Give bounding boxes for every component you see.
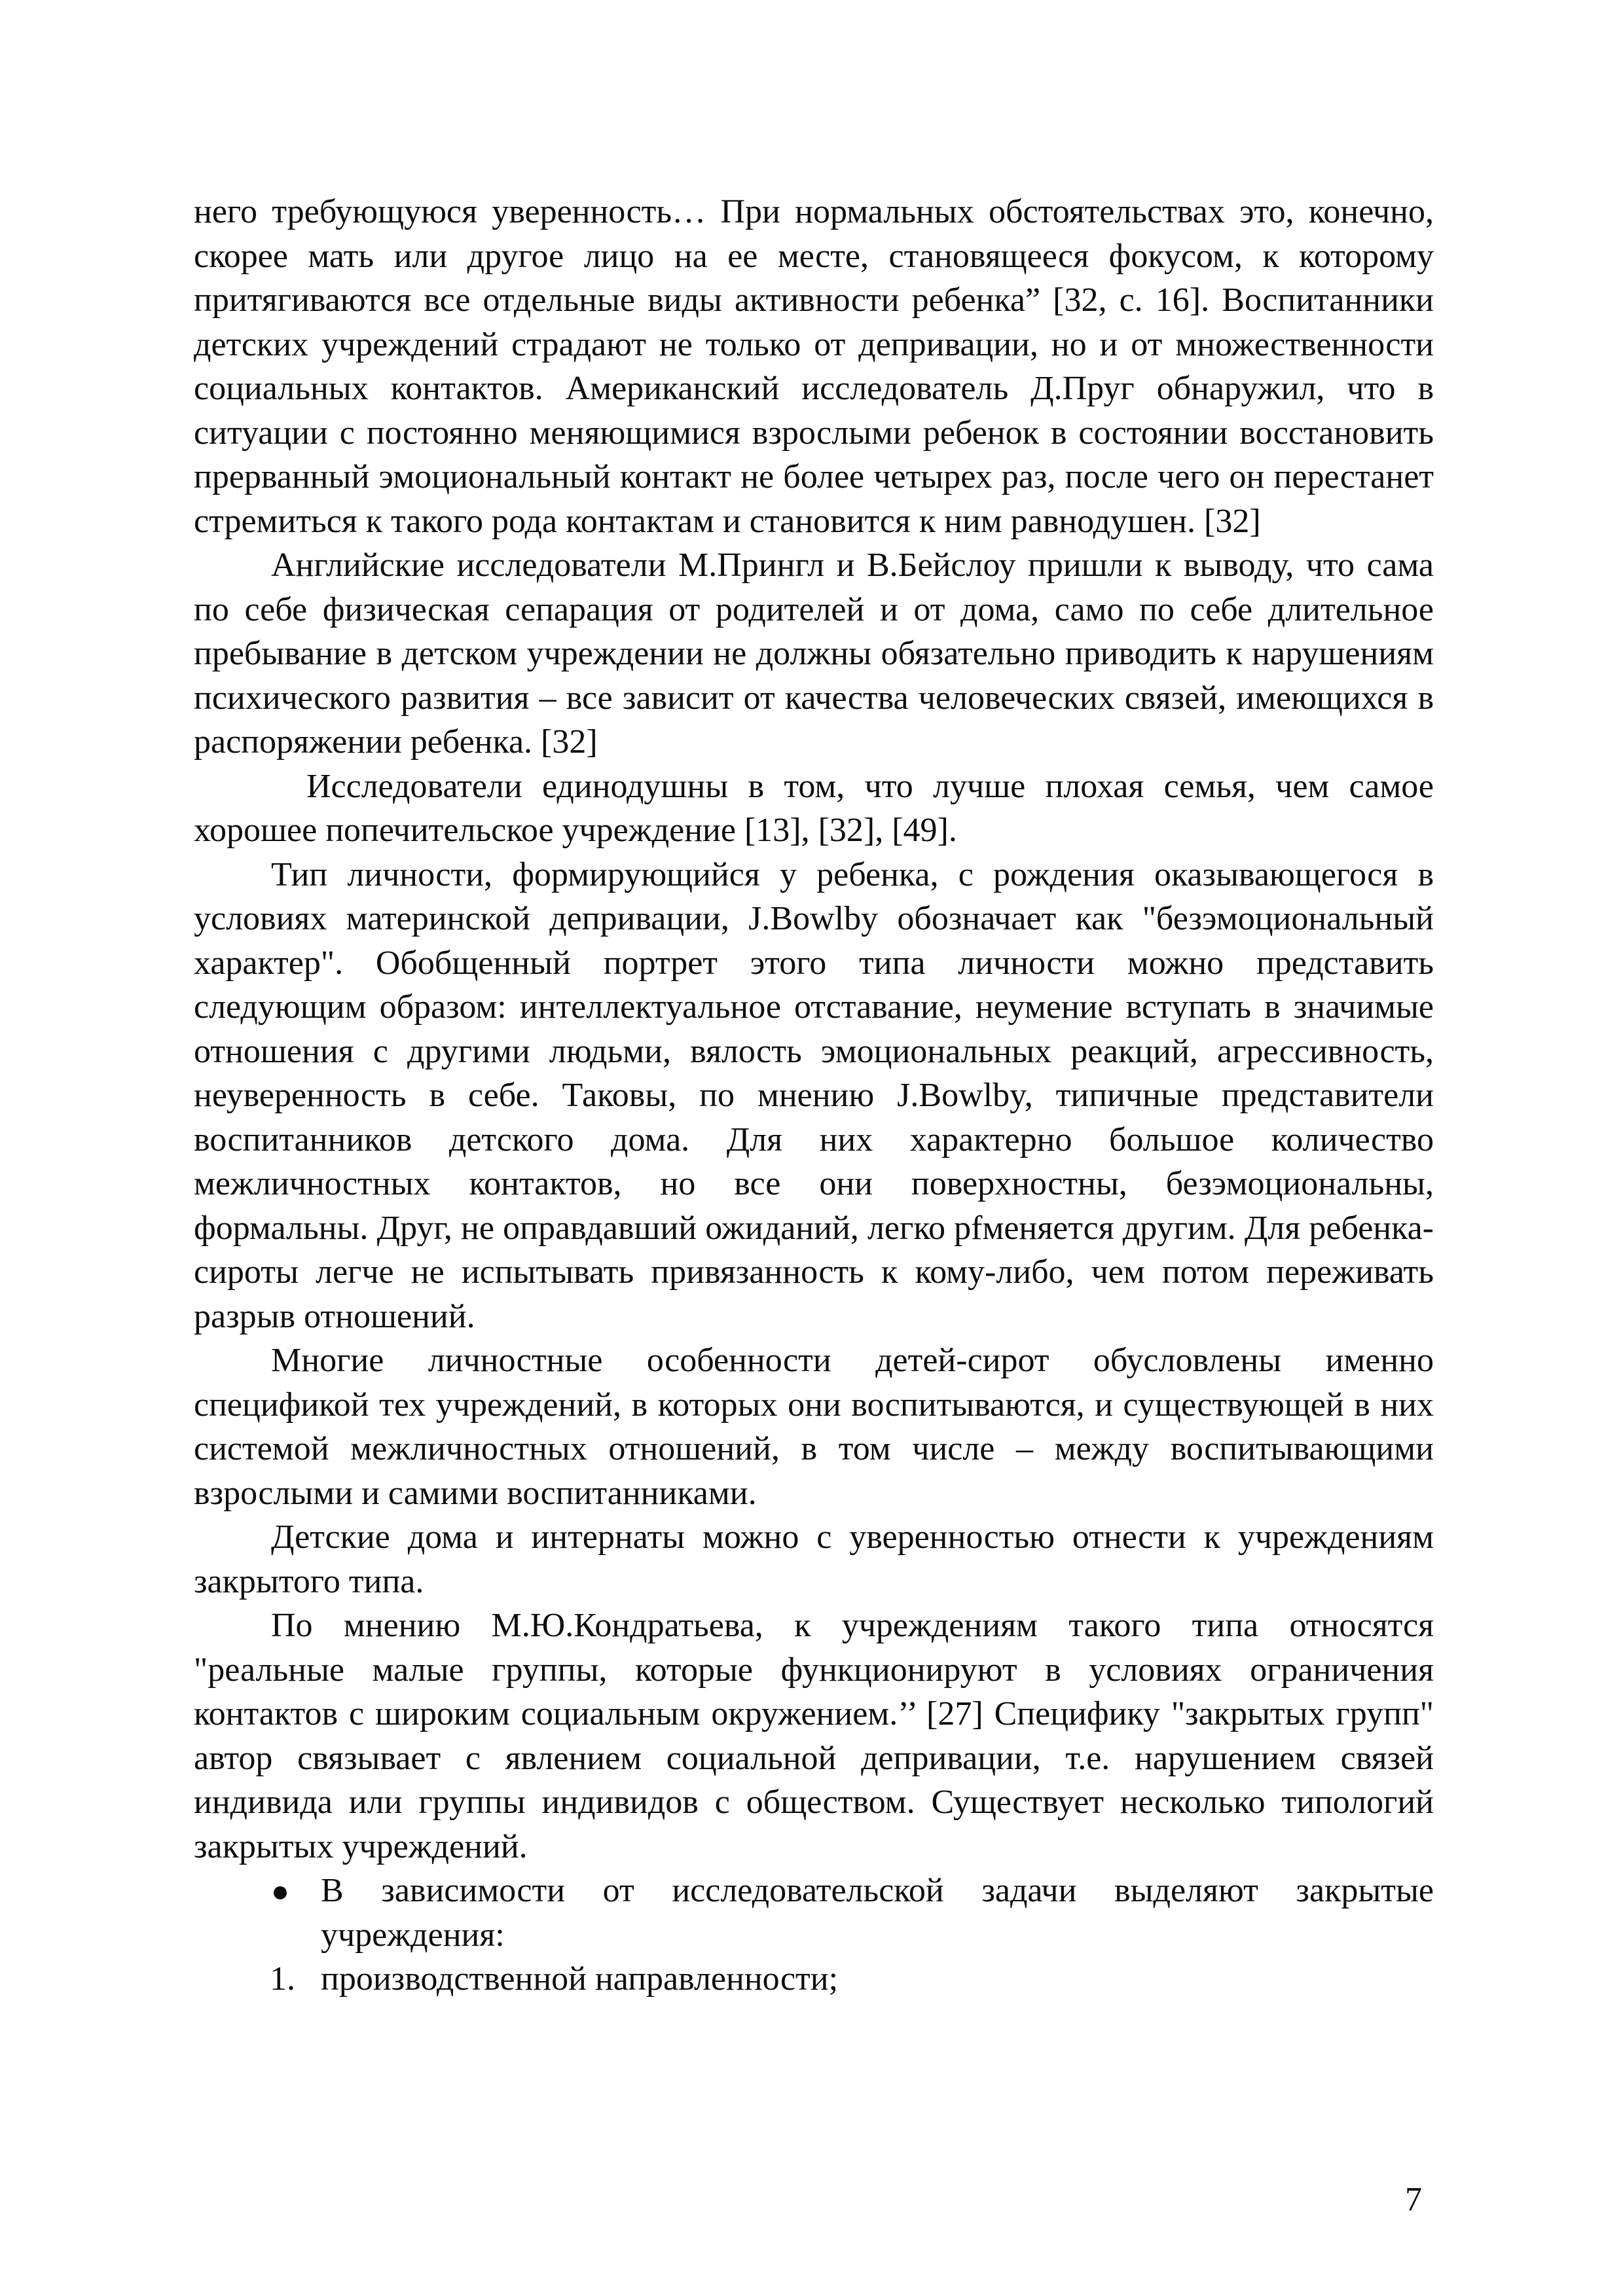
list-item-bullet bbox=[194, 1869, 1434, 1957]
closed-institutions-list bbox=[194, 1869, 1434, 2001]
list-item-text: производственной направленности; bbox=[321, 1960, 839, 1998]
list-number: 1. bbox=[270, 1960, 295, 1998]
bullet-icon bbox=[274, 1886, 287, 1899]
page-number: 7 bbox=[1405, 2181, 1422, 2218]
paragraph-6: Детские дома и интернаты можно с уверенностью отнести к учреждениям закрытого типа. bbox=[194, 1518, 1434, 1600]
paragraph-2: Английские исследователи М.Прингл и В.Бейслоу пришли к выводу, что сама по себе физическая сепарация от родителей и от дома, само по себе длительное пребывание в детском учреждении не должны обязательно приводить к нарушениям психического развития – все зависит от качества человеческих связей, имеющихся в распоряжении ребенка. [32] bbox=[194, 547, 1434, 761]
paragraph-4: Тип личности, формирующийся у ребенка, с рождения оказывающегося в условиях материнской депривации, J.Bowlby обозначает как "безэмоциональный характер". Обобщенный портрет этого типа личности можно представить следующим образом: интеллектуальное отставание, неумение вступать в значимые отношения с другими людьми, вялость эмоциональных реакций, агрессивность, неуверенность в себе. Таковы, по мнению J.Bowlby, типичные представители воспитанников детского дома. Для них характерно большое количество межличностных контактов, но все они поверхностны, безэмоциональны, формальны. Друг, не оправдавший ожиданий, легко pfменяется другим. Для ребенка-сироты легче не испытывать привязанность к кому-либо, чем потом переживать разрыв отношений. bbox=[194, 855, 1434, 1335]
body-text bbox=[194, 190, 1434, 2001]
paragraph-3: Исследователи единодушны в том, что лучше плохая семья, чем самое хорошее попечительское учреждение [13], [32], [49]. bbox=[194, 767, 1434, 849]
list-item-text: В зависимости от исследовательской задачи выделяют закрытые учреждения: bbox=[321, 1872, 1434, 1954]
list-item-numbered bbox=[194, 1957, 1434, 2001]
paragraph-5: Многие личностные особенности детей-сирот обусловлены именно спецификой тех учреждений, в которых они воспитываются, и существующей в них системой межличностных отношений, в том числе – между воспитывающими взрослыми и самими воспитанниками. bbox=[194, 1342, 1434, 1512]
paragraph-1: него требующуюся уверенность… При нормальных обстоятельствах это, конечно, скорее мать или другое лицо на ее месте, становящееся фокусом, к которому притягиваются все отдельные виды активности ребенка” [32, с. 16]. Воспитанники детских учреждений страдают не только от депривации, но и от множественности социальных контактов. Американский исследователь Д.Пруг обнаружил, что в ситуации с постоянно меняющимися взрослыми ребенок в состоянии восстановить прерванный эмоциональный контакт не более четырех раз, после чего он перестанет стремиться к такого рода контактам и становится к ним равнодушен. [32] bbox=[194, 193, 1434, 540]
paragraph-7: По мнению М.Ю.Кондратьева, к учреждениям такого типа относятся "реальные малые группы, которые функционируют в условиях ограничения контактов с широким социальным окружением.’’ [27] Специфику "закрытых групп" автор связывает с явлением социальной депривации, т.е. нарушением связей индивида или группы индивидов с обществом. Существует несколько типологий закрытых учреждений. bbox=[194, 1607, 1434, 1865]
